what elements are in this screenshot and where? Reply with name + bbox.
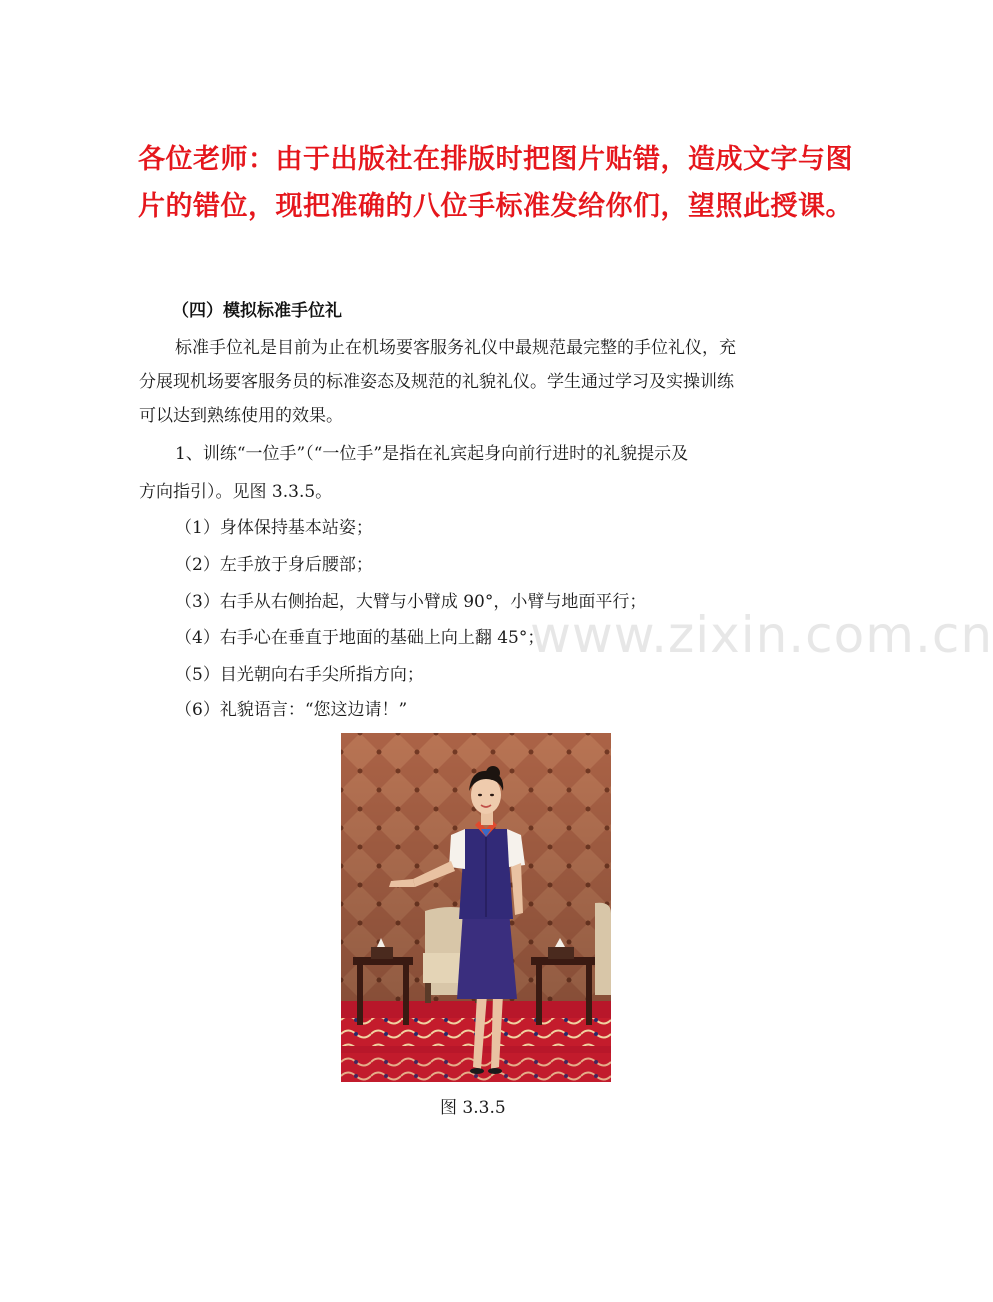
item1-line-1: 1、训练“一位手”（“一位手”是指在礼宾起身向前行进时的礼貌提示及 (175, 444, 689, 464)
item1-line-2: 方向指引）。见图 3.3.5。 (139, 482, 333, 502)
figure-caption: 图 3.3.5 (440, 1098, 506, 1118)
step-2: （2）左手放于身后腰部； (175, 555, 373, 575)
step-1: （1）身体保持基本站姿； (175, 518, 373, 538)
step-6: （6）礼貌语言：“您这边请！” (175, 700, 408, 720)
flight-attendant-photo (341, 733, 611, 1082)
intro-line-2: 分展现机场要客服务员的标准姿态及规范的礼貌礼仪。学生通过学习及实操训练 (139, 372, 734, 392)
step-5: （5）目光朝向右手尖所指方向； (175, 665, 424, 685)
step-3: （3）右手从右侧抬起，大臂与小臂成 90°，小臂与地面平行； (175, 592, 647, 612)
section-heading: （四）模拟标准手位礼 (172, 301, 342, 321)
site-watermark: www.zixin.com.cn (530, 606, 993, 664)
intro-line-1: 标准手位礼是目前为止在机场要客服务礼仪中最规范最完整的手位礼仪，充 (175, 338, 736, 358)
notice-line-2: 片的错位，现把准确的八位手标准发给你们，望照此授课。 (138, 191, 853, 222)
figure-photo (341, 733, 611, 1082)
step-4: （4）右手心在垂直于地面的基础上向上翻 45°； (175, 628, 545, 648)
intro-line-3: 可以达到熟练使用的效果。 (139, 406, 343, 426)
notice-line-1: 各位老师：由于出版社在排版时把图片贴错，造成文字与图 (138, 144, 853, 175)
correction-notice (138, 136, 853, 230)
